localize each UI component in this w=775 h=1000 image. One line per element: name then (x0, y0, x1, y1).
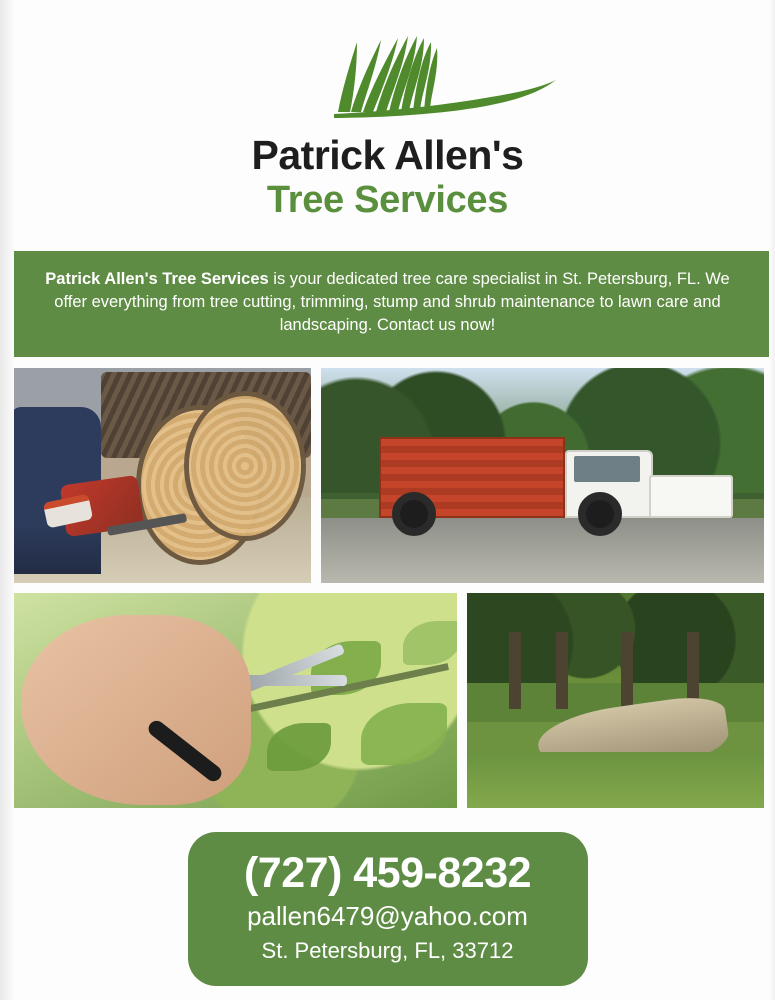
photo-gallery (0, 357, 775, 808)
logo-title-line2: Tree Services (266, 179, 509, 222)
truck-wheel-shape (392, 492, 436, 536)
logo-title-line1: Patrick Allen's (251, 132, 524, 178)
tree-trunk-shape (509, 632, 521, 709)
logo-block (0, 0, 775, 225)
tree-trunk-shape (621, 632, 633, 709)
leaf-shape (361, 703, 447, 765)
phone-number[interactable]: (727) 459-8232 (243, 848, 532, 897)
photo-hand-pruning (11, 593, 457, 808)
leaf-shape (403, 621, 457, 665)
tree-trunk-shape (556, 632, 568, 709)
photo-chainsaw-logs (11, 368, 311, 583)
email-address[interactable]: pallen6479@yahoo.com (247, 901, 528, 932)
mailing-address: St. Petersburg, FL, 33712 (261, 938, 514, 964)
truck-hood-shape (649, 475, 733, 518)
gallery-row-bottom (11, 593, 764, 808)
contact-card (188, 832, 588, 986)
truck-wheel-shape (578, 492, 622, 536)
leaf-shape (267, 723, 331, 771)
gallery-row-top (11, 368, 764, 583)
foreground-grass-shape (467, 752, 764, 808)
road-shape (321, 518, 764, 583)
intro-band (0, 251, 775, 357)
log-slice-shape (189, 396, 301, 536)
shear-blade-shape (241, 643, 345, 694)
intro-business-name: Patrick Allen's Tree Services (45, 269, 269, 288)
pruning-shears-shape (239, 651, 349, 711)
photo-wooded-field (467, 593, 764, 808)
photo-dump-truck (321, 368, 764, 583)
intro-body-text: is your dedicated tree care specialist in St. Petersburg, FL. We offer everything from tree cutting, trimming, stump and shrub maintenance to lawn care and landscaping. Contact us now! (54, 269, 730, 335)
truck-windshield-shape (574, 456, 640, 482)
grass-tuft-logo-icon (218, 34, 558, 124)
contact-section (0, 808, 775, 986)
